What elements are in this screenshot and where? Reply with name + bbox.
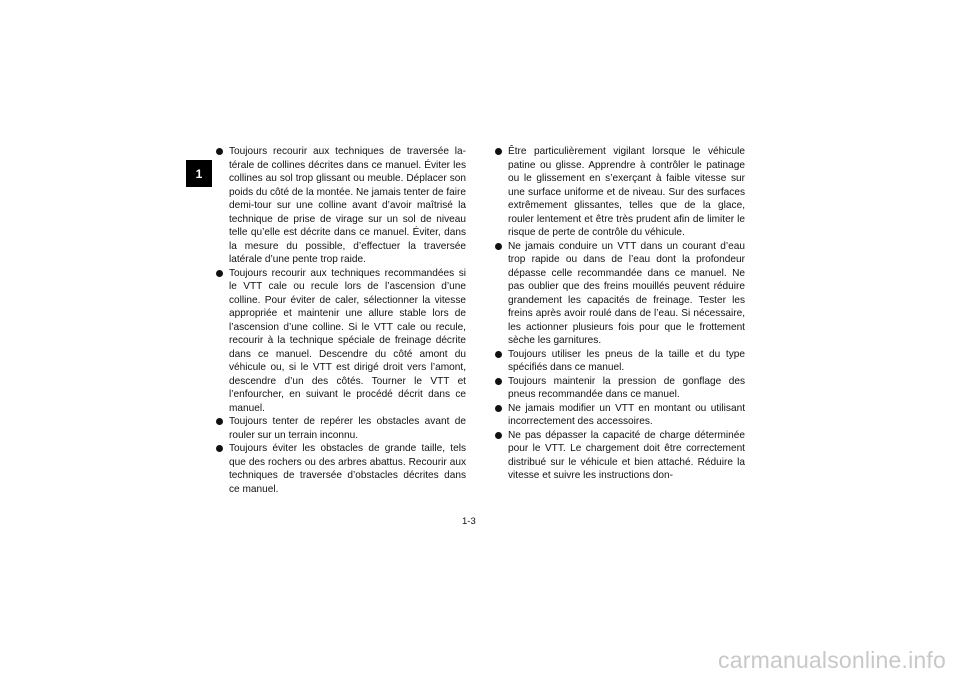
list-item — [493, 402, 745, 429]
bullet-icon — [495, 378, 502, 385]
item-text: Ne jamais conduire un VTT dans un courant d’eau trop rapide ou dans de l’eau dont la profondeur dépasse celle recommandée dans ce manuel. Ne pas oublier que des freins mouillés peuvent réduire grandement les capacités de freinage. Tester les freins après avoir roulé dans de l’eau. Si nécessaire, les actionner plusieurs fois pour que le frottement sèche les garnitures. — [508, 240, 745, 346]
list-item — [493, 240, 745, 348]
item-text: Toujours utiliser les pneus de la taille et du type spécifiés dans ce manuel. — [508, 348, 745, 373]
bullet-icon — [495, 405, 502, 412]
item-text: Ne jamais modifier un VTT en montant ou utilisant incorrectement des accessoires. — [508, 402, 745, 427]
list-item — [493, 348, 745, 375]
bullet-icon — [495, 351, 502, 358]
list-item — [214, 267, 466, 416]
page-number: 1-3 — [462, 516, 476, 527]
bullet-icon — [495, 432, 502, 439]
item-text: Ne pas dépasser la capacité de charge déterminée pour le VTT. Le chargement doit être correctement distribué sur le véhicule et bien attaché. Réduire la vitesse et suivre les instructions don- — [508, 429, 745, 481]
chapter-tab: 1 — [186, 160, 212, 187]
list-item — [493, 375, 745, 402]
item-text: Toujours maintenir la pression de gonflage des pneus recommandée dans ce manuel. — [508, 375, 745, 400]
list-item — [214, 442, 466, 496]
bullet-icon — [216, 270, 223, 277]
left-column — [214, 145, 466, 496]
right-column — [493, 145, 745, 483]
bullet-icon — [495, 243, 502, 250]
item-text: Toujours éviter les obstacles de grande taille, tels que des rochers ou des arbres abattus. Recourir aux techniques de traversée d’obstacles décrites dans ce manuel. — [229, 443, 466, 495]
item-text: Toujours recourir aux techniques de traversée latérale de collines décrites dans ce manuel. Éviter les collines au sol trop glissant ou meuble. Déplacer son poids du côté de la montée. Ne jamais tenter de faire demi-tour sur une colline avant d’avoir maîtrisé la technique de prise de virage sur un sol de niveau telle qu’elle est décrite dans ce manuel. Éviter, dans la mesure du possible, d’effectuer la traversée latérale d’une pente trop raide. — [229, 146, 466, 265]
item-text: Toujours tenter de repérer les obstacles avant de rouler sur un terrain inconnu. — [229, 416, 466, 441]
bullet-icon — [495, 148, 502, 155]
list-item — [214, 415, 466, 442]
list-item — [493, 145, 745, 240]
item-text: Toujours recourir aux techniques recommandées si le VTT cale ou recule lors de l’ascension d’une colline. Pour éviter de caler, sélectionner la vitesse appropriée et maintenir une allure stable lors de l’ascension d’une colline. Si le VTT cale ou recule, recourir à la technique spéciale de freinage décrite dans ce manuel. Descendre du côté amont du véhicule ou, si le VTT est dirigé droit vers l’amont, descendre d’un des côtés. Tourner le VTT et l’enfourcher, en suivant le procédé décrit dans ce manuel. — [229, 267, 466, 414]
bullet-icon — [216, 148, 223, 155]
item-text: Être particulièrement vigilant lorsque le véhicule patine ou glisse. Apprendre à contrôler le patinage ou le glissement en s’exerçant à faible vitesse sur une surface uniforme et de niveau. Sur des surfaces extrêmement glissantes, telles que de la glace, rouler lentement et être très prudent afin de limiter le risque de perte de contrôle du véhicule. — [508, 146, 745, 238]
bullet-icon — [216, 418, 223, 425]
watermark: carmanualsonline.info — [718, 647, 946, 673]
bullet-icon — [216, 445, 223, 452]
list-item — [214, 145, 466, 267]
list-item — [493, 429, 745, 483]
